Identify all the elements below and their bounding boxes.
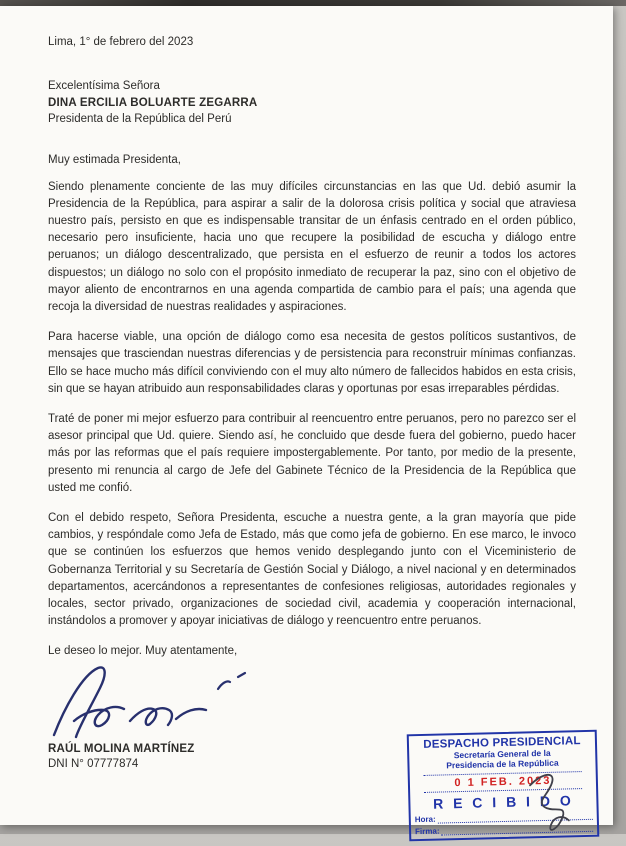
stamp-received-text: R E C I B I D O (432, 792, 574, 812)
stamp-handwritten-mark (520, 770, 592, 844)
stamp-subtitle-line1: Secretaría General de la (453, 747, 551, 761)
handwritten-signature (48, 661, 258, 745)
sender-dni: DNI N° 07777874 (48, 758, 139, 771)
stamp-firma-label: Firma: (414, 826, 440, 837)
stamp-subtitle-line2: Presidencia de la República (446, 757, 559, 771)
stamp-date: 0 1 FEB. 2023 (424, 771, 582, 793)
reception-stamp (407, 730, 600, 842)
greeting: Muy estimada Presidenta, (48, 153, 181, 166)
stamp-title: DESPACHO PRESIDENCIAL (423, 735, 581, 751)
paragraph-3: Traté de poner mi mejor esfuerzo para contribuir al reencuentro entre peruanos, pero no parezco ser el asesor principal que Ud. quiere. Siendo así, he concluido que desde fuera del gobierno, puedo hacer más por las reformas que el país requiere impostergablemente. Por tanto, por medio de la presente, presento mi renuncia al cargo de Jefe del Gabinete Técnico de la Presidencia de la República que usted me confió. (48, 412, 576, 494)
recipient-title: Presidenta de la República del Perú (48, 113, 232, 125)
recipient-block (48, 78, 576, 128)
signature-area (48, 659, 576, 743)
stamp-hora-label: Hora: (414, 814, 436, 825)
paragraph-2: Para hacerse viable, una opción de diálogo como esa necesita de gestos políticos sustantivos, de mensajes que trasciendan nuestras diferencias y de persistencia para reconstruir mínimas confianzas. Ello se hace mucho más difícil conviviendo con el muy alto número de fallecidos habidos en esta crisis, sin que se hayan atribuido aun responsabilidades claras y oportunas por esas irreparables pérdidas. (48, 331, 576, 395)
paragraph-1: Siendo plenamente conciente de las muy difíciles circunstancias en las que Ud. debió asumir la Presidencia de la República, para aspirar a salir de la dolorosa crisis política y social que atraviesa nuestro país, persisto en que es indispensable transitar de un énfasis centrado en el orden público, necesario pero insuficiente, hacia uno que recupere la posibilidad de escucha y diálogo entre peruanos; un diálogo descentralizado, que persista en el esfuerzo de reunir a todos los actores dispuestos; un diálogo no solo con el propósito inmediato de recuperar la paz, sino con el objetivo de mayor aliento de encontrarnos en una agenda compartida de cambio para el país; una agenda que recoja la diversidad de nuestras realidades y aspiraciones. (48, 180, 576, 313)
date-line: Lima, 1° de febrero del 2023 (48, 36, 194, 48)
closing-line: Le deseo lo mejor. Muy atentamente, (48, 645, 238, 658)
recipient-name: DINA ERCILIA BOLUARTE ZEGARRA (48, 96, 258, 109)
letter-page (0, 6, 613, 837)
recipient-salutation: Excelentísima Señora (48, 80, 160, 92)
paragraph-4: Con el debido respeto, Señora Presidenta, escuche a nuestra gente, a la gran mayoría que pide cambios, y respóndale como Jefa de Estado, más que como jefa de gobierno. En ese marco, le invoco que se continúen los esfuerzos que hemos venido desplegando junto con el Viceministerio de Gobernanza Territorial y su Secretaría de Gestión Social y Diálogo, a nivel nacional y en determinados departamentos, acercándonos a representantes de confesiones religiosas, autoridades regionales y locales, sector privado, organizaciones de sociedad civil, academia y cooperación internacional, instándolos a promover y apoyar iniciativas de diálogo y reencuentro entre peruanos. (48, 511, 576, 628)
sender-name: RAÚL MOLINA MARTÍNEZ (48, 743, 195, 756)
